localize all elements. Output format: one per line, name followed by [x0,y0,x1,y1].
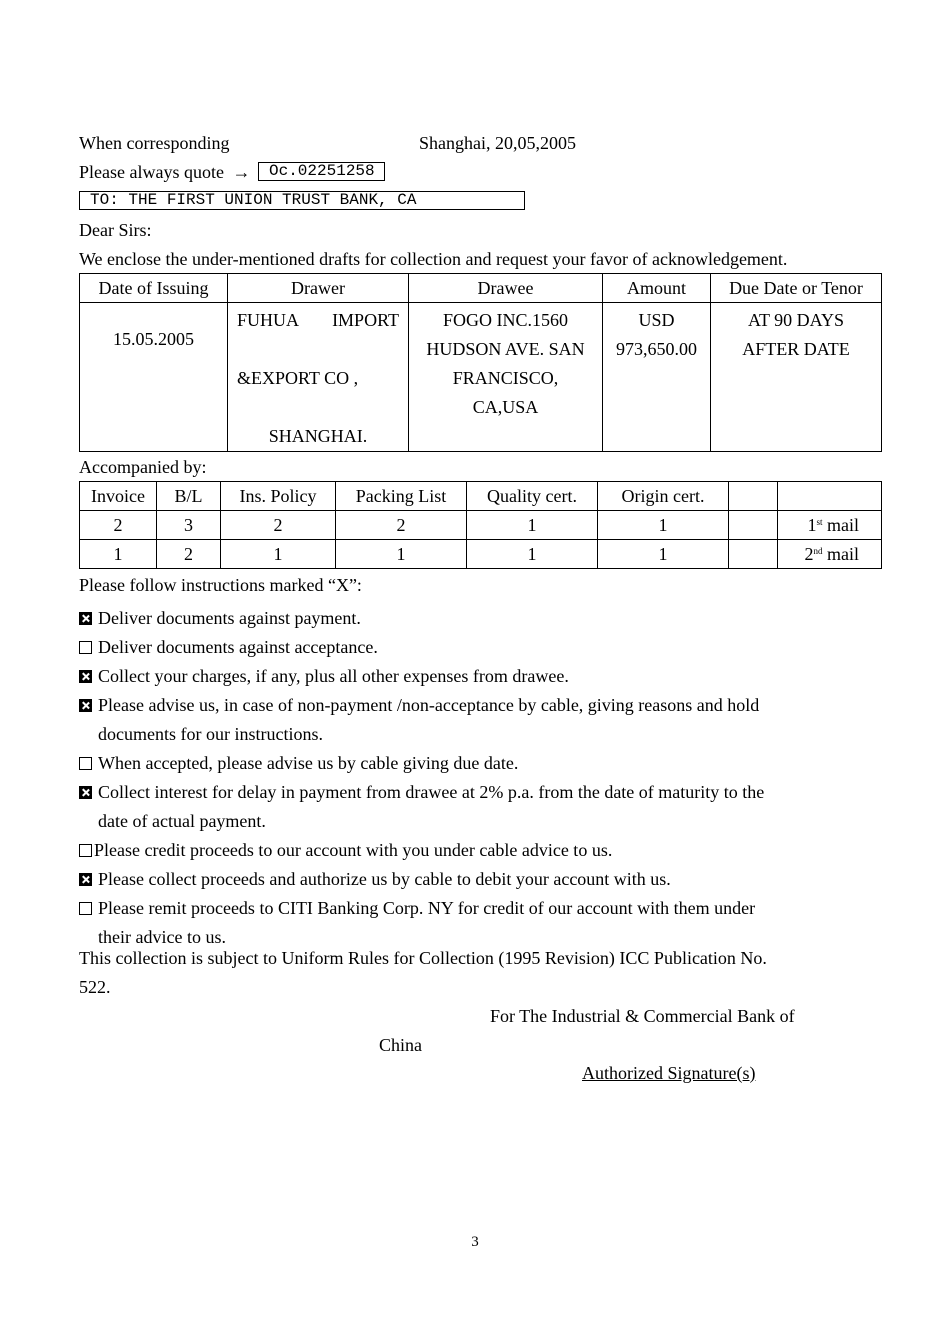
quality-cert-count: 1 [467,511,598,540]
mail-number: 1 [807,514,817,535]
checked-box-icon[interactable] [79,612,92,625]
draft-amount-cell [603,303,711,452]
drafts-table-row [80,303,882,452]
header-packing-list: Packing List [336,482,467,511]
authorized-signature: Authorized Signature(s) [582,1063,756,1083]
mail-label [778,540,882,569]
header-ins-policy: Ins. Policy [221,482,336,511]
ins-policy-count: 2 [221,511,336,540]
drawer-line-3: SHANGHAI. [268,426,368,446]
instruction-text: Collect your charges, if any, plus all other expenses from drawee. [98,666,569,686]
unchecked-box-icon[interactable] [79,641,92,654]
page-number: 3 [471,1234,479,1250]
checked-box-icon[interactable] [79,699,92,712]
addressee-box: TO: THE FIRST UNION TRUST BANK, CA [79,191,525,210]
mail-text: mail [822,543,859,564]
origin-cert-count: 1 [598,540,729,569]
quote-reference-box: Oc.02251258 [258,162,385,181]
bank-name-line-2: China [379,1035,422,1055]
header-quality-cert: Quality cert. [467,482,598,511]
origin-cert-count: 1 [598,511,729,540]
rules-line-2: 522. [79,977,111,997]
place-date: Shanghai, 20,05,2005 [419,133,576,153]
draft-date-cell [80,303,228,452]
drafts-table [79,273,882,452]
instruction-item [79,662,839,691]
instruction-item [79,604,839,633]
arrow-right-icon: → [232,162,251,182]
blank-count [729,511,778,540]
instruction-text-continued: documents for our instructions. [98,724,323,744]
instruction-text: Please collect proceeds and authorize us by cable to debit your account with us. [98,869,671,889]
amount-currency: USD [638,310,675,330]
header-origin-cert: Origin cert. [598,482,729,511]
bl-count: 3 [157,511,221,540]
invoice-count: 2 [80,511,157,540]
header-drawee: Drawee [409,274,603,303]
instruction-item [79,633,839,662]
packing-list-count: 1 [336,540,467,569]
header-due-date: Due Date or Tenor [711,274,882,303]
instruction-item [79,894,839,952]
unchecked-box-icon[interactable] [79,844,92,857]
accompanied-label: Accompanied by: [79,457,207,477]
instruction-text-continued: date of actual payment. [98,811,266,831]
draft-drawee-cell [409,303,603,452]
invoice-count: 1 [80,540,157,569]
instruction-item [79,865,839,894]
checked-box-icon[interactable] [79,786,92,799]
instruction-item [79,749,839,778]
checked-box-icon[interactable] [79,873,92,886]
accompanied-documents-table [79,481,882,569]
unchecked-box-icon[interactable] [79,902,92,915]
header-amount: Amount [603,274,711,303]
instruction-item [79,778,839,836]
drawee-line: CA,USA [472,397,539,417]
documents-row-second-mail [80,540,882,569]
tenor-line: AFTER DATE [742,339,850,359]
bl-count: 2 [157,540,221,569]
mail-number: 2 [804,543,814,564]
amount-value: 973,650.00 [616,339,697,359]
header-blank [729,482,778,511]
header-drawer: Drawer [228,274,409,303]
mail-ordinal: nd [813,545,823,556]
drafts-table-header-row [80,274,882,303]
drawer-line-2: &EXPORT CO , [237,368,359,388]
quote-label-line [79,162,250,182]
quote-label: Please always quote [79,162,224,182]
instruction-text: Please remit proceeds to CITI Banking Corp. NY for credit of our account with them under [98,898,756,918]
instruction-text: When accepted, please advise us by cable giving due date. [98,753,519,773]
mail-ordinal: st [816,516,823,527]
draft-drawer-cell [228,303,409,452]
instruction-text-continued: their advice to us. [98,927,226,947]
tenor-line: AT 90 DAYS [747,310,845,330]
when-corresponding-label: When corresponding [79,133,230,153]
header-mail [778,482,882,511]
instructions-label: Please follow instructions marked “X”: [79,575,362,595]
draft-date: 15.05.2005 [113,329,194,349]
documents-header-row [80,482,882,511]
instruction-item [79,691,839,749]
mail-text: mail [822,514,859,535]
packing-list-count: 2 [336,511,467,540]
mail-label [778,511,882,540]
bank-name-line-1: For The Industrial & Commercial Bank of [490,1006,795,1026]
documents-row-first-mail [80,511,882,540]
instruction-text: Deliver documents against acceptance. [98,637,378,657]
unchecked-box-icon[interactable] [79,757,92,770]
instruction-text: Please credit proceeds to our account with you under cable advice to us. [94,840,613,860]
instruction-text: Deliver documents against payment. [98,608,361,628]
quality-cert-count: 1 [467,540,598,569]
blank-count [729,540,778,569]
salutation: Dear Sirs: [79,220,152,240]
checked-box-icon[interactable] [79,670,92,683]
drawer-line-1 [228,303,408,335]
drawee-line: FRANCISCO, [452,368,559,388]
header-bl: B/L [157,482,221,511]
drawer-name-b: IMPORT [332,310,399,330]
ins-policy-count: 1 [221,540,336,569]
drawer-name-a: FUHUA [237,310,300,330]
intro-paragraph: We enclose the under-mentioned drafts for collection and request your favor of acknowledgement. [79,249,788,269]
instruction-text: Collect interest for delay in payment from drawee at 2% p.a. from the date of maturity to the [98,782,765,802]
drawee-line: HUDSON AVE. SAN [426,339,585,359]
drawee-line: FOGO INC.1560 [442,310,568,330]
header-invoice: Invoice [80,482,157,511]
rules-line-1: This collection is subject to Uniform Rules for Collection (1995 Revision) ICC Publication No. [79,948,767,968]
header-date-of-issuing: Date of Issuing [80,274,228,303]
instructions-list [79,604,839,952]
instruction-text: Please advise us, in case of non-payment /non-acceptance by cable, giving reasons and hold [98,695,760,715]
draft-tenor-cell [711,303,882,452]
instruction-item [79,836,839,865]
